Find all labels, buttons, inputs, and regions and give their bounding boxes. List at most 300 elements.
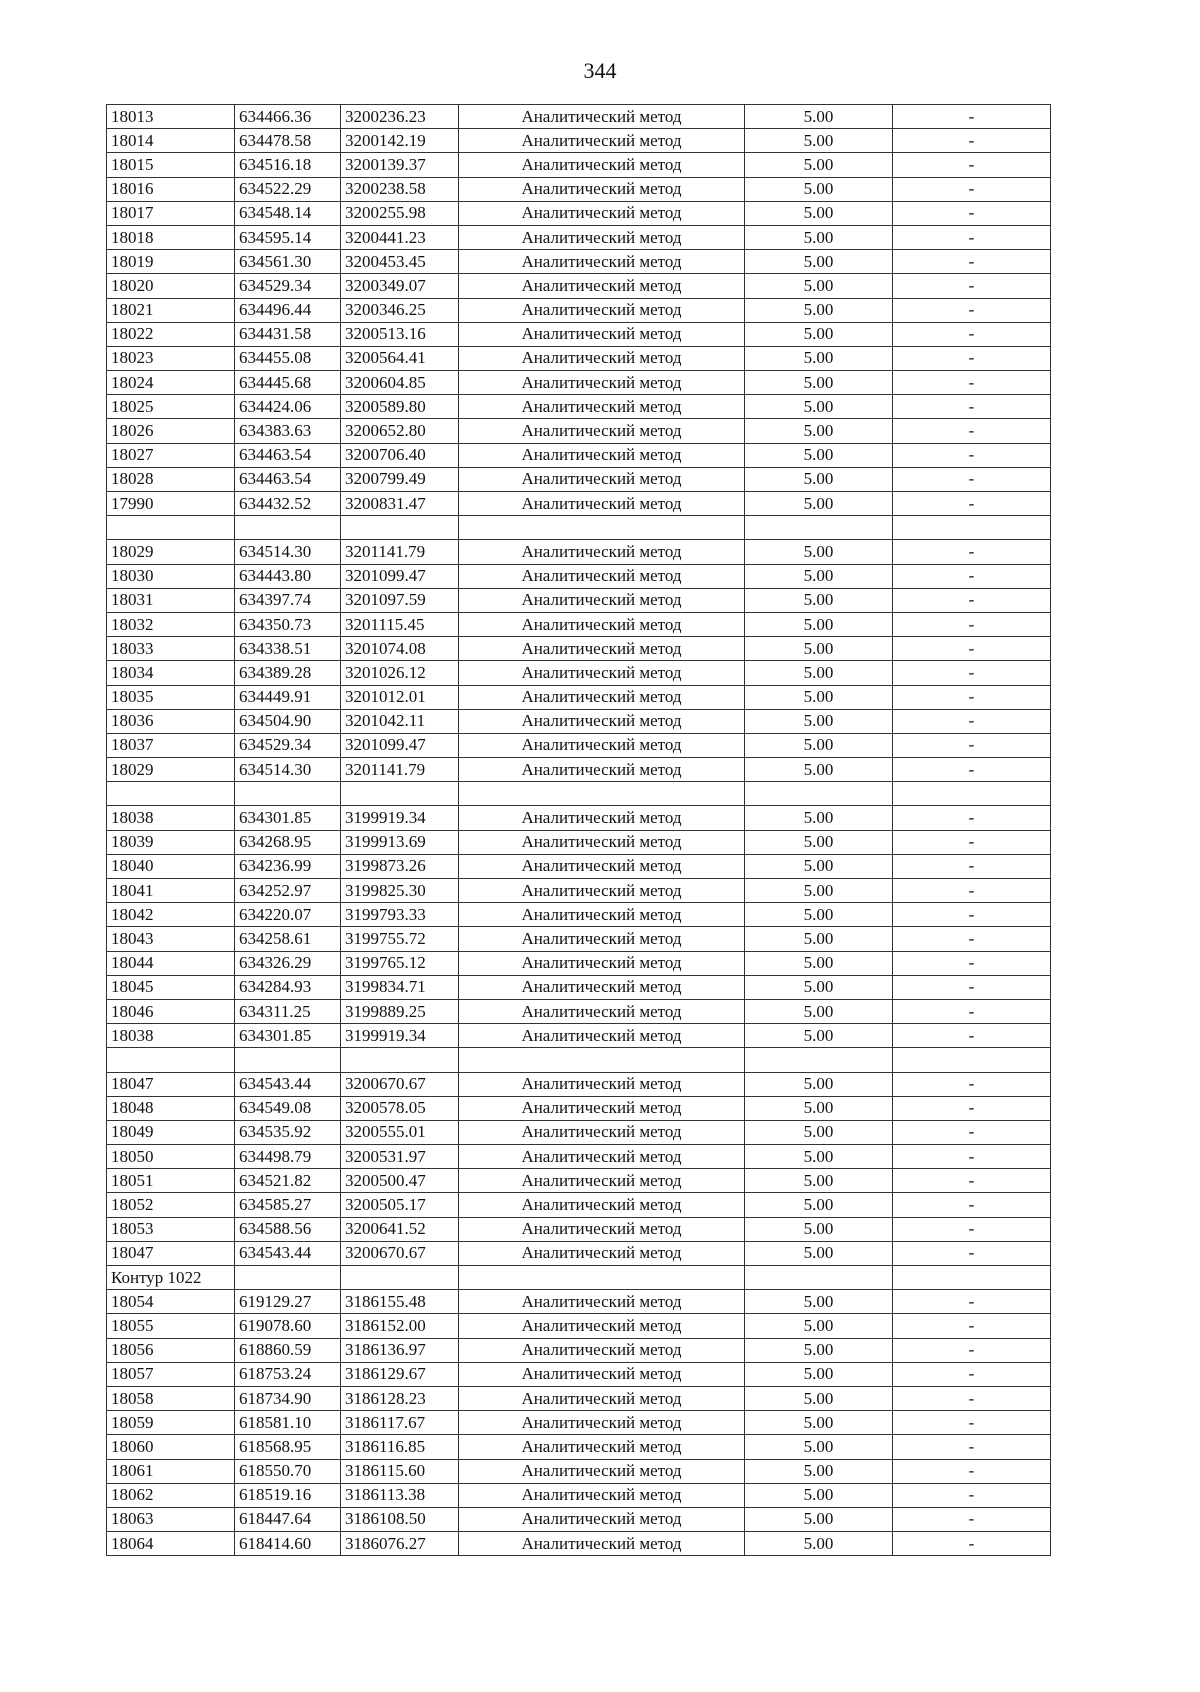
table-row xyxy=(107,879,1051,903)
point-id-cell: 18032 xyxy=(107,612,235,636)
point-id-cell: 18050 xyxy=(107,1145,235,1169)
empty-cell xyxy=(341,1266,459,1290)
x-coordinate-cell: 634463.54 xyxy=(235,443,341,467)
point-id-cell: 18028 xyxy=(107,467,235,491)
note-cell: - xyxy=(893,1120,1051,1144)
method-cell: Аналитический метод xyxy=(459,1314,745,1338)
y-coordinate-cell: 3199793.33 xyxy=(341,903,459,927)
point-id-cell: 18027 xyxy=(107,443,235,467)
note-cell: - xyxy=(893,298,1051,322)
point-id-cell: 18041 xyxy=(107,879,235,903)
y-coordinate-cell: 3199834.71 xyxy=(341,975,459,999)
accuracy-cell: 5.00 xyxy=(745,1507,893,1531)
y-coordinate-cell: 3186076.27 xyxy=(341,1532,459,1556)
accuracy-cell: 5.00 xyxy=(745,540,893,564)
method-cell: Аналитический метод xyxy=(459,250,745,274)
empty-cell xyxy=(893,1048,1051,1072)
x-coordinate-cell: 634463.54 xyxy=(235,467,341,491)
empty-cell xyxy=(893,516,1051,540)
x-coordinate-cell: 634504.90 xyxy=(235,709,341,733)
note-cell: - xyxy=(893,1169,1051,1193)
point-id-cell: 18037 xyxy=(107,733,235,757)
empty-cell xyxy=(459,516,745,540)
coordinates-table-body xyxy=(107,105,1051,1556)
method-cell: Аналитический метод xyxy=(459,999,745,1023)
note-cell: - xyxy=(893,999,1051,1023)
y-coordinate-cell: 3199873.26 xyxy=(341,854,459,878)
method-cell: Аналитический метод xyxy=(459,1459,745,1483)
method-cell: Аналитический метод xyxy=(459,951,745,975)
table-row xyxy=(107,540,1051,564)
point-id-cell: 18036 xyxy=(107,709,235,733)
table-row xyxy=(107,371,1051,395)
note-cell: - xyxy=(893,1096,1051,1120)
x-coordinate-cell: 634548.14 xyxy=(235,201,341,225)
point-id-cell: 18064 xyxy=(107,1532,235,1556)
x-coordinate-cell: 634529.34 xyxy=(235,274,341,298)
note-cell: - xyxy=(893,371,1051,395)
method-cell: Аналитический метод xyxy=(459,225,745,249)
note-cell: - xyxy=(893,1459,1051,1483)
empty-cell xyxy=(235,516,341,540)
y-coordinate-cell: 3199913.69 xyxy=(341,830,459,854)
y-coordinate-cell: 3201042.11 xyxy=(341,709,459,733)
note-cell: - xyxy=(893,975,1051,999)
table-row xyxy=(107,298,1051,322)
method-cell: Аналитический метод xyxy=(459,612,745,636)
point-id-cell: 18014 xyxy=(107,129,235,153)
x-coordinate-cell: 634284.93 xyxy=(235,975,341,999)
accuracy-cell: 5.00 xyxy=(745,1241,893,1265)
table-row xyxy=(107,1532,1051,1556)
table-row xyxy=(107,927,1051,951)
y-coordinate-cell: 3201074.08 xyxy=(341,637,459,661)
note-cell: - xyxy=(893,540,1051,564)
point-id-cell: 18040 xyxy=(107,854,235,878)
accuracy-cell: 5.00 xyxy=(745,129,893,153)
method-cell: Аналитический метод xyxy=(459,177,745,201)
note-cell: - xyxy=(893,637,1051,661)
accuracy-cell: 5.00 xyxy=(745,1532,893,1556)
x-coordinate-cell: 634496.44 xyxy=(235,298,341,322)
table-row xyxy=(107,733,1051,757)
table-row xyxy=(107,419,1051,443)
empty-cell xyxy=(235,1048,341,1072)
note-cell: - xyxy=(893,1290,1051,1314)
x-coordinate-cell: 634326.29 xyxy=(235,951,341,975)
accuracy-cell: 5.00 xyxy=(745,806,893,830)
accuracy-cell: 5.00 xyxy=(745,201,893,225)
blank-separator-row xyxy=(107,516,1051,540)
point-id-cell: 18062 xyxy=(107,1483,235,1507)
x-coordinate-cell: 634498.79 xyxy=(235,1145,341,1169)
method-cell: Аналитический метод xyxy=(459,975,745,999)
x-coordinate-cell: 634268.95 xyxy=(235,830,341,854)
accuracy-cell: 5.00 xyxy=(745,225,893,249)
note-cell: - xyxy=(893,1024,1051,1048)
x-coordinate-cell: 634522.29 xyxy=(235,177,341,201)
method-cell: Аналитический метод xyxy=(459,709,745,733)
point-id-cell: 18059 xyxy=(107,1411,235,1435)
method-cell: Аналитический метод xyxy=(459,1362,745,1386)
accuracy-cell: 5.00 xyxy=(745,443,893,467)
table-row xyxy=(107,346,1051,370)
empty-cell xyxy=(341,782,459,806)
y-coordinate-cell: 3186116.85 xyxy=(341,1435,459,1459)
y-coordinate-cell: 3186155.48 xyxy=(341,1290,459,1314)
y-coordinate-cell: 3200513.16 xyxy=(341,322,459,346)
method-cell: Аналитический метод xyxy=(459,419,745,443)
y-coordinate-cell: 3201099.47 xyxy=(341,564,459,588)
point-id-cell: 18035 xyxy=(107,685,235,709)
method-cell: Аналитический метод xyxy=(459,298,745,322)
point-id-cell: 18048 xyxy=(107,1096,235,1120)
y-coordinate-cell: 3200589.80 xyxy=(341,395,459,419)
accuracy-cell: 5.00 xyxy=(745,1145,893,1169)
table-row xyxy=(107,685,1051,709)
table-row xyxy=(107,1217,1051,1241)
note-cell: - xyxy=(893,274,1051,298)
y-coordinate-cell: 3186115.60 xyxy=(341,1459,459,1483)
table-row xyxy=(107,709,1051,733)
note-cell: - xyxy=(893,322,1051,346)
x-coordinate-cell: 618568.95 xyxy=(235,1435,341,1459)
note-cell: - xyxy=(893,685,1051,709)
x-coordinate-cell: 634383.63 xyxy=(235,419,341,443)
y-coordinate-cell: 3200349.07 xyxy=(341,274,459,298)
point-id-cell: 18046 xyxy=(107,999,235,1023)
note-cell: - xyxy=(893,1532,1051,1556)
point-id-cell: 17990 xyxy=(107,492,235,516)
method-cell: Аналитический метод xyxy=(459,1241,745,1265)
accuracy-cell: 5.00 xyxy=(745,177,893,201)
point-id-cell: 18022 xyxy=(107,322,235,346)
accuracy-cell: 5.00 xyxy=(745,733,893,757)
y-coordinate-cell: 3199889.25 xyxy=(341,999,459,1023)
point-id-cell: 18063 xyxy=(107,1507,235,1531)
y-coordinate-cell: 3186117.67 xyxy=(341,1411,459,1435)
y-coordinate-cell: 3186128.23 xyxy=(341,1386,459,1410)
point-id-cell: 18060 xyxy=(107,1435,235,1459)
point-id-cell: 18021 xyxy=(107,298,235,322)
method-cell: Аналитический метод xyxy=(459,1507,745,1531)
note-cell: - xyxy=(893,105,1051,129)
note-cell: - xyxy=(893,612,1051,636)
method-cell: Аналитический метод xyxy=(459,129,745,153)
table-row xyxy=(107,612,1051,636)
accuracy-cell: 5.00 xyxy=(745,419,893,443)
y-coordinate-cell: 3201097.59 xyxy=(341,588,459,612)
point-id-cell: 18047 xyxy=(107,1072,235,1096)
note-cell: - xyxy=(893,346,1051,370)
y-coordinate-cell: 3201141.79 xyxy=(341,540,459,564)
table-row xyxy=(107,1096,1051,1120)
y-coordinate-cell: 3200238.58 xyxy=(341,177,459,201)
x-coordinate-cell: 634466.36 xyxy=(235,105,341,129)
y-coordinate-cell: 3186152.00 xyxy=(341,1314,459,1338)
method-cell: Аналитический метод xyxy=(459,1072,745,1096)
x-coordinate-cell: 634338.51 xyxy=(235,637,341,661)
method-cell: Аналитический метод xyxy=(459,879,745,903)
accuracy-cell: 5.00 xyxy=(745,1314,893,1338)
method-cell: Аналитический метод xyxy=(459,758,745,782)
empty-cell xyxy=(893,1266,1051,1290)
y-coordinate-cell: 3200346.25 xyxy=(341,298,459,322)
y-coordinate-cell: 3201012.01 xyxy=(341,685,459,709)
blank-separator-row xyxy=(107,1048,1051,1072)
point-id-cell: 18019 xyxy=(107,250,235,274)
note-cell: - xyxy=(893,1386,1051,1410)
note-cell: - xyxy=(893,564,1051,588)
contour-label: Контур 1022 xyxy=(107,1266,235,1290)
y-coordinate-cell: 3199919.34 xyxy=(341,1024,459,1048)
y-coordinate-cell: 3200799.49 xyxy=(341,467,459,491)
x-coordinate-cell: 634424.06 xyxy=(235,395,341,419)
point-id-cell: 18052 xyxy=(107,1193,235,1217)
blank-separator-row xyxy=(107,782,1051,806)
x-coordinate-cell: 618414.60 xyxy=(235,1532,341,1556)
table-row xyxy=(107,1435,1051,1459)
table-row xyxy=(107,661,1051,685)
table-row xyxy=(107,1145,1051,1169)
accuracy-cell: 5.00 xyxy=(745,1217,893,1241)
accuracy-cell: 5.00 xyxy=(745,1338,893,1362)
method-cell: Аналитический метод xyxy=(459,371,745,395)
note-cell: - xyxy=(893,927,1051,951)
table-row xyxy=(107,1120,1051,1144)
accuracy-cell: 5.00 xyxy=(745,153,893,177)
note-cell: - xyxy=(893,879,1051,903)
y-coordinate-cell: 3200604.85 xyxy=(341,371,459,395)
x-coordinate-cell: 634521.82 xyxy=(235,1169,341,1193)
note-cell: - xyxy=(893,854,1051,878)
point-id-cell: 18034 xyxy=(107,661,235,685)
y-coordinate-cell: 3200139.37 xyxy=(341,153,459,177)
method-cell: Аналитический метод xyxy=(459,201,745,225)
table-row xyxy=(107,1362,1051,1386)
table-row xyxy=(107,903,1051,927)
y-coordinate-cell: 3200500.47 xyxy=(341,1169,459,1193)
y-coordinate-cell: 3200652.80 xyxy=(341,419,459,443)
empty-cell xyxy=(107,516,235,540)
table-row xyxy=(107,830,1051,854)
point-id-cell: 18038 xyxy=(107,806,235,830)
note-cell: - xyxy=(893,225,1051,249)
note-cell: - xyxy=(893,588,1051,612)
y-coordinate-cell: 3200555.01 xyxy=(341,1120,459,1144)
accuracy-cell: 5.00 xyxy=(745,346,893,370)
x-coordinate-cell: 634478.58 xyxy=(235,129,341,153)
empty-cell xyxy=(745,782,893,806)
y-coordinate-cell: 3200505.17 xyxy=(341,1193,459,1217)
y-coordinate-cell: 3201099.47 xyxy=(341,733,459,757)
method-cell: Аналитический метод xyxy=(459,854,745,878)
accuracy-cell: 5.00 xyxy=(745,322,893,346)
note-cell: - xyxy=(893,951,1051,975)
note-cell: - xyxy=(893,419,1051,443)
point-id-cell: 18055 xyxy=(107,1314,235,1338)
note-cell: - xyxy=(893,492,1051,516)
point-id-cell: 18023 xyxy=(107,346,235,370)
note-cell: - xyxy=(893,1217,1051,1241)
method-cell: Аналитический метод xyxy=(459,637,745,661)
point-id-cell: 18056 xyxy=(107,1338,235,1362)
method-cell: Аналитический метод xyxy=(459,1290,745,1314)
x-coordinate-cell: 634350.73 xyxy=(235,612,341,636)
point-id-cell: 18049 xyxy=(107,1120,235,1144)
y-coordinate-cell: 3200670.67 xyxy=(341,1072,459,1096)
note-cell: - xyxy=(893,1435,1051,1459)
accuracy-cell: 5.00 xyxy=(745,1169,893,1193)
note-cell: - xyxy=(893,1483,1051,1507)
note-cell: - xyxy=(893,1241,1051,1265)
x-coordinate-cell: 619129.27 xyxy=(235,1290,341,1314)
y-coordinate-cell: 3200441.23 xyxy=(341,225,459,249)
table-row xyxy=(107,806,1051,830)
y-coordinate-cell: 3200531.97 xyxy=(341,1145,459,1169)
note-cell: - xyxy=(893,201,1051,225)
method-cell: Аналитический метод xyxy=(459,685,745,709)
accuracy-cell: 5.00 xyxy=(745,1096,893,1120)
empty-cell xyxy=(745,516,893,540)
note-cell: - xyxy=(893,443,1051,467)
accuracy-cell: 5.00 xyxy=(745,1072,893,1096)
point-id-cell: 18057 xyxy=(107,1362,235,1386)
note-cell: - xyxy=(893,661,1051,685)
y-coordinate-cell: 3186108.50 xyxy=(341,1507,459,1531)
method-cell: Аналитический метод xyxy=(459,1483,745,1507)
x-coordinate-cell: 634397.74 xyxy=(235,588,341,612)
x-coordinate-cell: 634595.14 xyxy=(235,225,341,249)
y-coordinate-cell: 3186136.97 xyxy=(341,1338,459,1362)
accuracy-cell: 5.00 xyxy=(745,1483,893,1507)
point-id-cell: 18058 xyxy=(107,1386,235,1410)
empty-cell xyxy=(107,1048,235,1072)
accuracy-cell: 5.00 xyxy=(745,1362,893,1386)
note-cell: - xyxy=(893,177,1051,201)
accuracy-cell: 5.00 xyxy=(745,1120,893,1144)
table-row xyxy=(107,1483,1051,1507)
method-cell: Аналитический метод xyxy=(459,1338,745,1362)
accuracy-cell: 5.00 xyxy=(745,1290,893,1314)
method-cell: Аналитический метод xyxy=(459,1145,745,1169)
table-row xyxy=(107,1241,1051,1265)
table-row xyxy=(107,443,1051,467)
note-cell: - xyxy=(893,1145,1051,1169)
method-cell: Аналитический метод xyxy=(459,153,745,177)
note-cell: - xyxy=(893,467,1051,491)
y-coordinate-cell: 3200453.45 xyxy=(341,250,459,274)
table-row xyxy=(107,201,1051,225)
accuracy-cell: 5.00 xyxy=(745,395,893,419)
method-cell: Аналитический метод xyxy=(459,1411,745,1435)
x-coordinate-cell: 634252.97 xyxy=(235,879,341,903)
point-id-cell: 18039 xyxy=(107,830,235,854)
y-coordinate-cell: 3201115.45 xyxy=(341,612,459,636)
table-row xyxy=(107,1024,1051,1048)
point-id-cell: 18013 xyxy=(107,105,235,129)
empty-cell xyxy=(745,1266,893,1290)
x-coordinate-cell: 634431.58 xyxy=(235,322,341,346)
empty-cell xyxy=(745,1048,893,1072)
accuracy-cell: 5.00 xyxy=(745,758,893,782)
x-coordinate-cell: 634449.91 xyxy=(235,685,341,709)
page-number: 344 xyxy=(583,58,617,83)
accuracy-cell: 5.00 xyxy=(745,467,893,491)
x-coordinate-cell: 618519.16 xyxy=(235,1483,341,1507)
note-cell: - xyxy=(893,395,1051,419)
table-row xyxy=(107,637,1051,661)
note-cell: - xyxy=(893,1314,1051,1338)
table-row xyxy=(107,1193,1051,1217)
point-id-cell: 18026 xyxy=(107,419,235,443)
accuracy-cell: 5.00 xyxy=(745,564,893,588)
point-id-cell: 18033 xyxy=(107,637,235,661)
x-coordinate-cell: 634220.07 xyxy=(235,903,341,927)
y-coordinate-cell: 3186129.67 xyxy=(341,1362,459,1386)
method-cell: Аналитический метод xyxy=(459,661,745,685)
table-row xyxy=(107,1290,1051,1314)
note-cell: - xyxy=(893,250,1051,274)
empty-cell xyxy=(341,1048,459,1072)
x-coordinate-cell: 634543.44 xyxy=(235,1072,341,1096)
x-coordinate-cell: 618860.59 xyxy=(235,1338,341,1362)
x-coordinate-cell: 634535.92 xyxy=(235,1120,341,1144)
x-coordinate-cell: 619078.60 xyxy=(235,1314,341,1338)
method-cell: Аналитический метод xyxy=(459,588,745,612)
table-row xyxy=(107,1411,1051,1435)
point-id-cell: 18053 xyxy=(107,1217,235,1241)
note-cell: - xyxy=(893,806,1051,830)
x-coordinate-cell: 634258.61 xyxy=(235,927,341,951)
accuracy-cell: 5.00 xyxy=(745,1411,893,1435)
method-cell: Аналитический метод xyxy=(459,540,745,564)
accuracy-cell: 5.00 xyxy=(745,903,893,927)
method-cell: Аналитический метод xyxy=(459,1217,745,1241)
note-cell: - xyxy=(893,1411,1051,1435)
table-row xyxy=(107,951,1051,975)
note-cell: - xyxy=(893,1507,1051,1531)
y-coordinate-cell: 3200564.41 xyxy=(341,346,459,370)
table-row xyxy=(107,758,1051,782)
method-cell: Аналитический метод xyxy=(459,806,745,830)
accuracy-cell: 5.00 xyxy=(745,612,893,636)
table-row xyxy=(107,1072,1051,1096)
method-cell: Аналитический метод xyxy=(459,1096,745,1120)
accuracy-cell: 5.00 xyxy=(745,879,893,903)
method-cell: Аналитический метод xyxy=(459,467,745,491)
y-coordinate-cell: 3201026.12 xyxy=(341,661,459,685)
note-cell: - xyxy=(893,758,1051,782)
accuracy-cell: 5.00 xyxy=(745,951,893,975)
y-coordinate-cell: 3200255.98 xyxy=(341,201,459,225)
accuracy-cell: 5.00 xyxy=(745,250,893,274)
x-coordinate-cell: 634311.25 xyxy=(235,999,341,1023)
y-coordinate-cell: 3200236.23 xyxy=(341,105,459,129)
table-row xyxy=(107,1507,1051,1531)
table-row xyxy=(107,1459,1051,1483)
note-cell: - xyxy=(893,733,1051,757)
method-cell: Аналитический метод xyxy=(459,1169,745,1193)
note-cell: - xyxy=(893,1193,1051,1217)
accuracy-cell: 5.00 xyxy=(745,105,893,129)
method-cell: Аналитический метод xyxy=(459,1435,745,1459)
y-coordinate-cell: 3199765.12 xyxy=(341,951,459,975)
table-row xyxy=(107,854,1051,878)
x-coordinate-cell: 618734.90 xyxy=(235,1386,341,1410)
accuracy-cell: 5.00 xyxy=(745,975,893,999)
table-row xyxy=(107,1169,1051,1193)
